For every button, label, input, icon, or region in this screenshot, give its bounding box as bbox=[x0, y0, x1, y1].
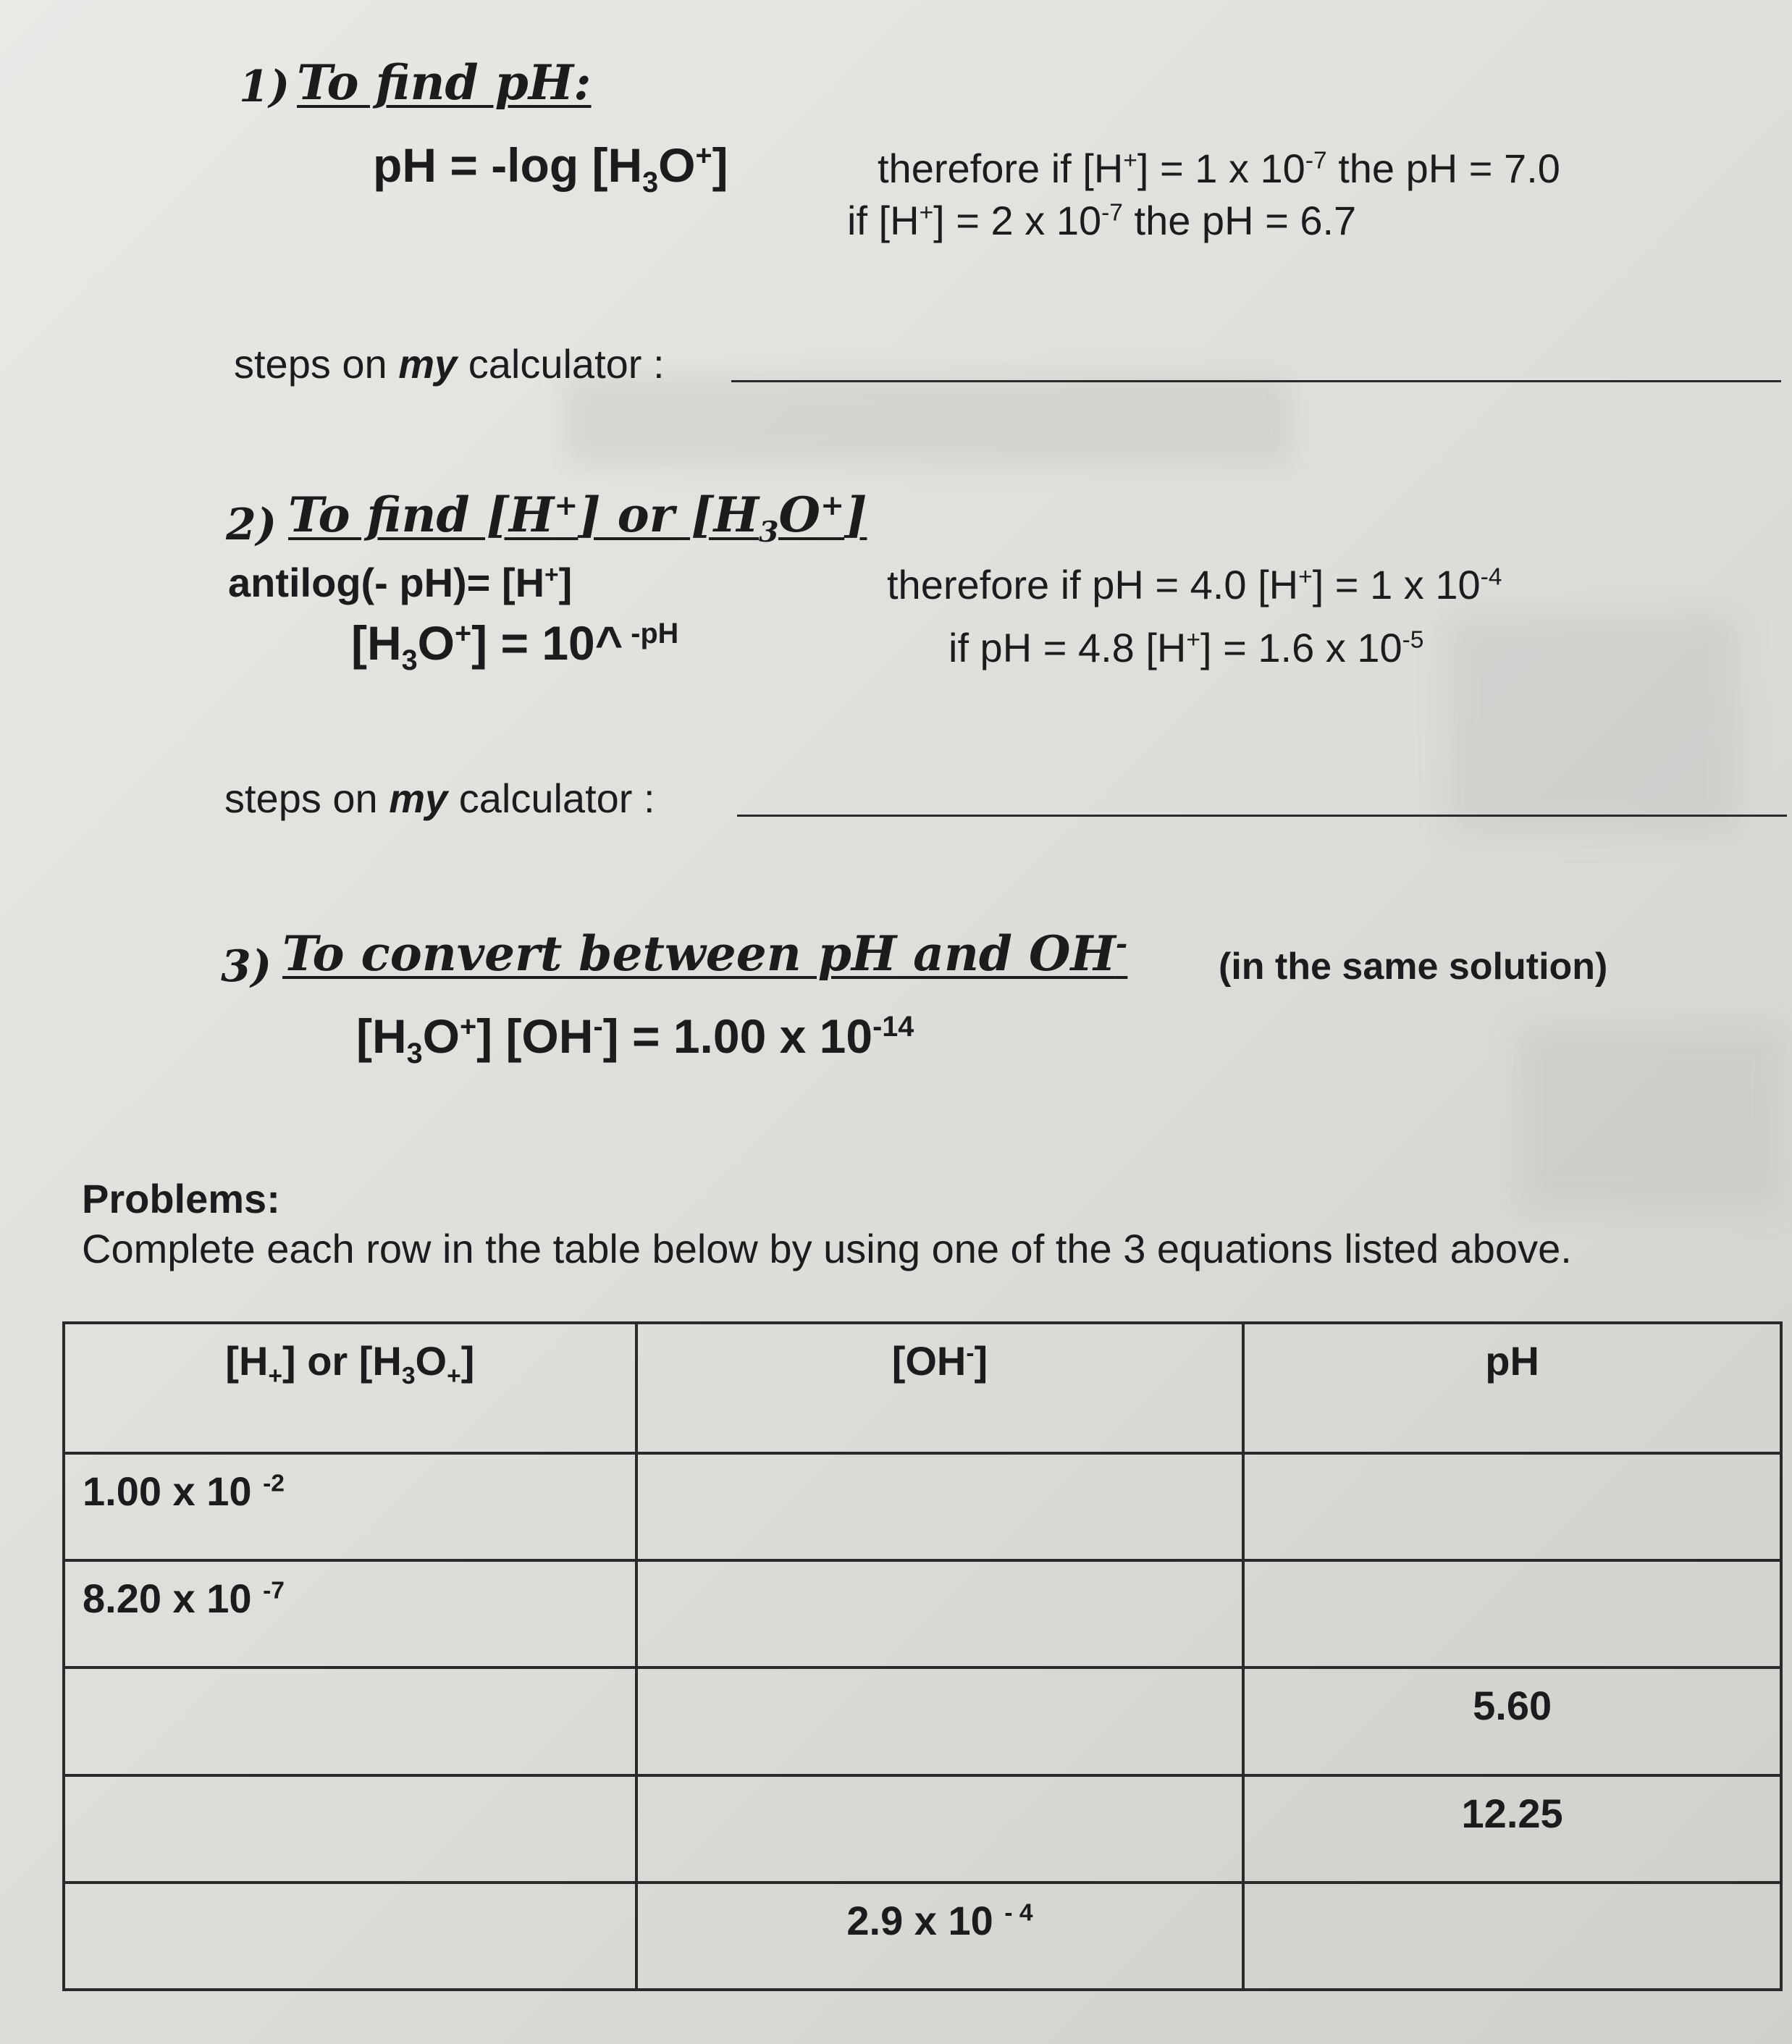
table-row bbox=[64, 1667, 1781, 1775]
section3-number: 3) bbox=[221, 941, 272, 992]
cell-ph[interactable] bbox=[1243, 1453, 1781, 1560]
section2-number: 2) bbox=[226, 500, 277, 550]
section1-example-2: if [H+] = 2 x $10^{-7}$ the pH = 6.7 bbox=[847, 198, 1357, 243]
section1-formula: pH = -log $[H_3O^+]$ bbox=[373, 138, 728, 199]
cell-ph[interactable]: 12.25 bbox=[1243, 1775, 1781, 1883]
section2-formula-1: antilog(- pH)= [H+] bbox=[228, 560, 573, 605]
section3-note: (in the same solution) bbox=[1219, 946, 1608, 988]
section2-formula-2: $[H_3O^+]$ = 10^ $^{-pH}$ bbox=[351, 616, 679, 677]
section1-heading: To find pH: bbox=[297, 54, 592, 111]
header-ph: pH bbox=[1243, 1323, 1781, 1453]
cell-oh[interactable]: 2.9 x 10 $^{- 4}$ bbox=[636, 1883, 1244, 1990]
section3-formula: $[H_3O^+] [OH^-] = 1.00$ x $10^{-14}$ bbox=[356, 1009, 914, 1070]
cell-oh[interactable] bbox=[636, 1775, 1244, 1883]
header-oh-concentration: [OH-] bbox=[636, 1323, 1244, 1453]
show-through-smudge bbox=[1520, 1028, 1781, 1209]
cell-oh[interactable] bbox=[636, 1667, 1244, 1775]
cell-h[interactable] bbox=[64, 1775, 636, 1883]
section1-number: 1) bbox=[239, 62, 290, 112]
cell-h[interactable]: 1.00 x 10 $^{-2}$ bbox=[64, 1453, 636, 1560]
section2-example-2: if pH = 4.8 [H+] = 1.6 x $10^{-5}$ bbox=[948, 625, 1424, 670]
show-through-text bbox=[377, 275, 390, 324]
cell-ph[interactable] bbox=[1243, 1883, 1781, 1990]
section2-example-1: therefore if pH = 4.0 [H+] = 1 x $10^{-4}$ bbox=[887, 562, 1502, 607]
cell-h[interactable] bbox=[64, 1667, 636, 1775]
section2-steps-label: steps on my calculator : bbox=[224, 775, 655, 821]
show-through-smudge bbox=[1448, 615, 1738, 833]
cell-oh[interactable] bbox=[636, 1453, 1244, 1560]
problems-title: Problems: bbox=[82, 1176, 280, 1221]
section2-heading: To find [H+] or $[H_3O^+]$ bbox=[288, 487, 867, 550]
cell-ph[interactable] bbox=[1243, 1560, 1781, 1667]
section3-heading: To convert between pH and OH- bbox=[282, 925, 1128, 982]
problems-instruction: Complete each row in the table below by using one of the 3 equations listed above. bbox=[82, 1226, 1572, 1271]
section1-steps-label: steps on my calculator : bbox=[234, 341, 665, 387]
cell-h[interactable] bbox=[64, 1883, 636, 1990]
cell-h[interactable]: 8.20 x 10 $^{-7}$ bbox=[64, 1560, 636, 1667]
section1-example-1: therefore if [H+] = 1 x $10^{-7}$ the pH = 7.0 bbox=[878, 146, 1560, 191]
table-header-row bbox=[64, 1323, 1781, 1453]
cell-ph[interactable]: 5.60 bbox=[1243, 1667, 1781, 1775]
section1-answer-line[interactable] bbox=[731, 380, 1781, 382]
table-row bbox=[64, 1453, 1781, 1560]
section2-answer-line[interactable] bbox=[737, 815, 1787, 817]
header-h-concentration: $[H_+]$ or $[H_3O_+]$ bbox=[64, 1323, 636, 1453]
table-row bbox=[64, 1560, 1781, 1667]
cell-oh[interactable] bbox=[636, 1560, 1244, 1667]
problems-table bbox=[62, 1321, 1783, 1991]
table-row bbox=[64, 1775, 1781, 1883]
show-through-smudge bbox=[565, 377, 1289, 463]
table-row bbox=[64, 1883, 1781, 1990]
